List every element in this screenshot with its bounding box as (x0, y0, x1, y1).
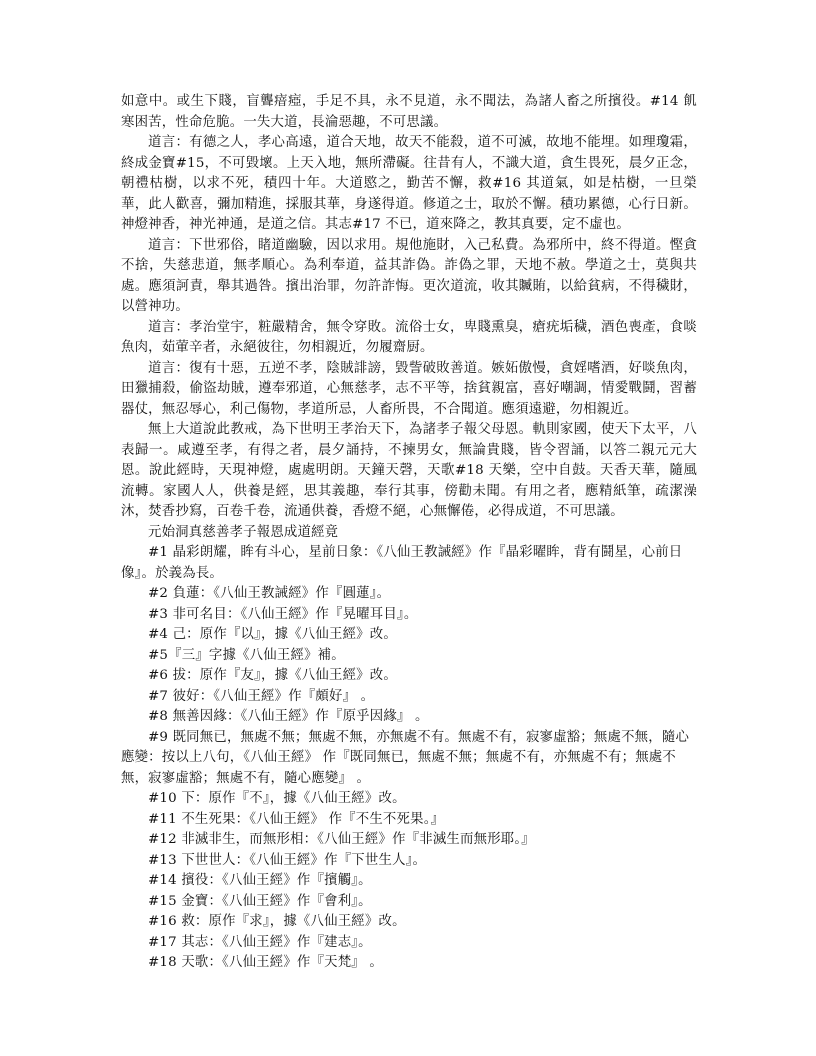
scripture-paragraph: 無上大道說此教戒，為下世明王孝治天下，為諸孝子報父母恩。軌則家國，使天下太平，八表歸一。咸遵至孝，有得之者，晨夕誦持，不揀男女，無論貴賤，皆令習誦，以答二親元元大恩。說此經時，天現神燈，處處明朗。天鐘天磬，天歌#18 天樂，空中自鼓。天香天華，隨風流轉。家國人人，供養是經，思其義趣，奉行其事，傍勸未聞。有用之者，應精紙筆，疏潔澡沐，焚香抄寫，百卷千卷，流通供養，香燈不絕，心無懈倦，必得成道，不可思議。 (121, 422, 697, 519)
footnote-item: #9 既同無已，無處不無；無處不無，亦無處不有。無處不有，寂寥虛豁；無處不無，隨心應變：按以上八句，《八仙王經》 作『既同無已，無處不無；無處不有，亦無處不有；無處不無，寂寥虛豁；無處不有，隨心應變』 。 (121, 729, 690, 786)
footnote-item: #12 非滅非生，而無形相：《八仙王經》作『非滅生而無形耶。』 (148, 832, 535, 847)
footnote-item: #17 其志：《八仙王經》作『建志』。 (148, 934, 372, 950)
footnote-item: #4 己：原作『以』，據《八仙王經》改。 (148, 627, 397, 642)
footnote-item: #7 彼好：《八仙王經》作『頗好』 。 (148, 688, 375, 704)
footnotes (121, 543, 697, 974)
footnote-item: #18 天歌：《八仙王經》作『天梵』 。 (148, 955, 383, 970)
document-page (121, 92, 697, 974)
footnote-item: #1 晶彩朗耀，眸有斗心，星前日象：《八仙王教誡經》作『晶彩曜眸，背有鬪星，心前日像』。於義為長。 (121, 545, 683, 581)
footnote-item: #13 下世世人：《八仙王經》作『下世生人』。 (148, 852, 427, 868)
scripture-paragraph: 如意中。或生下賤，盲聾瘖瘂，手足不具，永不見道，永不聞法，為諸人畜之所擯役。#14 飢寒困苦，性命危脆。一失大道，長淪惡趣，不可思議。 (121, 94, 697, 130)
scripture-paragraph: 道言：有德之人，孝心高遠，道合天地，故天不能殺，道不可滅，故地不能埋。如理瓊霜，終成金寶#15，不可毀壞。上天入地，無所滯礙。往昔有人，不識大道，貪生畏死，晨夕正念，朝禮枯樹，以求不死，積四十年。大道愍之，勤苦不懈，救#16 其道氣，如是枯樹，一旦榮華，此人歡喜，彌加精進，採服其華，身遂得道。修道之士，取於不懈。積功累德，心行日新。神燈神香，神光神通，是道之信。其志#17 不已，道來降之，教其真要，定不虛也。 (121, 135, 697, 232)
footnote-item: #3 非可名目：《八仙王經》作『晃曜耳目』。 (148, 606, 418, 622)
footnote-item: #14 擯役：《八仙王經》作『擯觸』。 (148, 873, 372, 888)
footnote-item: #11 不生死果：《八仙王經》 作『不生不死果。』 (148, 811, 445, 827)
scripture-paragraph: 道言：下世邪俗，睹道幽驗，因以求用。規他施財，入己私費。為邪所中，終不得道。慳貪不捨，失慈悲道，無孝順心。為利奉道，益其詐偽。詐偽之罪，天地不赦。學道之士，莫與共處。應須訶責，舉其過咎。擯出治罪，勿許詐悔。更次道流，收其贓賄，以給貧病，不得穢財，以營神功。 (121, 237, 697, 314)
footnote-item: #5『三』字據《八仙王經》補。 (148, 647, 345, 663)
scripture-paragraph: 道言：復有十惡，五逆不孝，陰賊誹謗，毀訾破敗善道。嫉妬傲慢，貪婬嗜酒，好啖魚肉，田獵捕殺，偷盜劫賊，遵奉邪道，心無慈孝，志不平等，捨貧親富，喜好嘲調，情愛戰鬪，習蓄器仗，無忍辱心，利己傷物，孝道所忌，人畜所畏，不合聞道。應須遠避，勿相親近。 (121, 360, 697, 417)
footnote-item: #16 救：原作『求』，據《八仙王經》改。 (148, 914, 406, 929)
scripture-paragraph: 道言：孝治堂宇，粧嚴精舍，無令穿敗。流俗士女，卑賤熏臭，瘡疣垢穢，酒色喪產，食啖魚肉，茹葷辛者，永絕彼往，勿相親近，勿履齋厨。 (121, 319, 697, 355)
footnote-item: #6 拔：原作『友』，據《八仙王經》改。 (148, 668, 397, 683)
scripture-body (121, 92, 697, 523)
footnote-item: #8 無善因緣：《八仙王經》作『原乎因緣』 。 (148, 709, 429, 724)
footnote-item: #15 金寶：《八仙王經》作『會利』。 (148, 893, 372, 909)
colophon-title: 元始洞真慈善孝子報恩成道經竟 (148, 524, 339, 540)
footnote-item: #2 負蓮：《八仙王教誡經》作『圓蓮』。 (148, 586, 391, 601)
footnote-item: #10 下：原作『不』，據《八仙王經》改。 (148, 791, 406, 806)
